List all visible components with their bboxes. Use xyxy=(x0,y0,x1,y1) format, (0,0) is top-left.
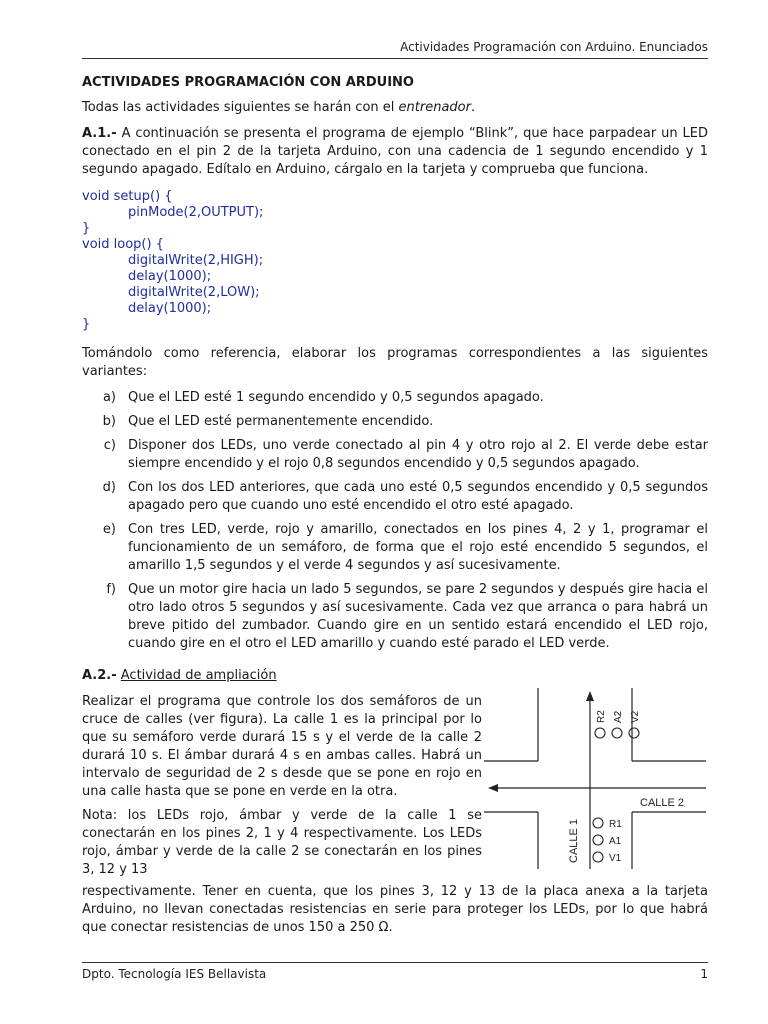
footer-department: Dpto. Tecnología IES Bellavista xyxy=(82,967,267,981)
code-line: pinMode(2,OUTPUT); xyxy=(128,205,264,220)
activity-1-paragraph: A.1.- A continuación se presenta el programa de ejemplo “Blink”, que hace parpadear un LED conectado en el pin 2 de la tarjeta Arduino, con una cadencia de 1 segundo encendido y 1 segundo apagado. Edítalo en Arduino, cárgalo en la tarjeta y comprueba que funciona. xyxy=(82,126,708,177)
list-item: f) Que un motor gire hacia un lado 5 segundos, se pare 2 segundos y después gire hacia el otro lado otros 5 segundos y así sucesivamente. Cada vez que arranca o para habrá un breve pitido del zumbador. Cuando gire en un sentido estará encendido el LED rojo, cuando gire en el otro el LED amarillo y cuando esté parado el LED verde. xyxy=(106,582,708,651)
light-1-label: R1 xyxy=(609,819,622,830)
light-circle-icon xyxy=(593,818,603,828)
activity-2-block xyxy=(82,693,708,885)
light-circle-icon xyxy=(612,728,622,738)
activity-1-label: A.1.- xyxy=(82,126,117,141)
activity-2-note: Nota: los LEDs rojo, ámbar y verde de la calle 1 se conectarán en los pines 2, 1 y 4 respectivamente. Los LEDs rojo, ámbar y verde de la calle 2 se conectarán en los pines 3, 12 y 13 xyxy=(82,808,482,877)
page-number: 1 xyxy=(700,967,708,981)
page-header xyxy=(82,40,708,59)
street-2-label: CALLE 2 xyxy=(640,797,685,809)
code-line: } xyxy=(82,317,91,332)
header-text: Actividades Programación con Arduino. Enunciados xyxy=(400,40,708,54)
light-circle-icon xyxy=(629,728,639,738)
document-body xyxy=(82,74,708,945)
activity-2-note-end: respectivamente. Tener en cuenta, que los pines 3, 12 y 13 de la placa anexa a la tarjeta Arduino, no llevan conectadas resistencias en serie para proteger los LEDs, por lo que habrá que conectar resistencias de unos 150 a 250 Ω. xyxy=(82,884,708,935)
arrow-head-icon xyxy=(586,691,594,701)
crossroads-figure xyxy=(482,693,708,885)
light-circle-icon xyxy=(593,852,603,862)
light-2-label: V2 xyxy=(630,710,641,723)
code-line: delay(1000); xyxy=(128,301,212,316)
variants-list xyxy=(82,389,708,653)
light-2-label: A2 xyxy=(613,710,624,723)
intro-paragraph: Todas las actividades siguientes se harán con el entrenador. xyxy=(82,100,476,115)
code-line: } xyxy=(82,221,91,236)
code-block xyxy=(82,189,708,333)
list-item: a) Que el LED esté 1 segundo encendido y 0,5 segundos apagado. xyxy=(102,390,544,405)
list-item: e) Con tres LED, verde, rojo y amarillo, conectados en los pines 4, 2 y 1, programar el funcionamiento de un semáforo, de forma que el rojo esté encendido 5 segundos, el amarillo 1,5 segundos y el verde 4 segundos y así sucesivamente. xyxy=(102,522,708,573)
list-item: d) Con los dos LED anteriores, que cada uno esté 0,5 segundos encendido y 0,5 segundos apagado pero que cuando uno esté encendido el otro esté apagado. xyxy=(102,480,708,513)
page-footer xyxy=(82,962,708,981)
light-circle-icon xyxy=(595,728,605,738)
light-1-label: V1 xyxy=(609,853,622,864)
street-1-label: CALLE 1 xyxy=(568,818,580,863)
light-2-label: R2 xyxy=(596,710,607,723)
code-line: digitalWrite(2,LOW); xyxy=(128,285,260,300)
reference-paragraph: Tomándolo como referencia, elaborar los programas correspondientes a las siguientes variantes: xyxy=(82,346,708,379)
activity-2-heading: A.2.- Actividad de ampliación xyxy=(82,668,277,683)
code-line: void setup() { xyxy=(82,189,173,204)
list-item: c) Disponer dos LEDs, uno verde conectado al pin 4 y otro rojo al 2. El verde debe estar siempre encendido y el rojo 0,8 segundos encendido y 0,5 segundos apagado. xyxy=(103,438,708,471)
crossroads-diagram xyxy=(482,685,708,871)
light-1-label: A1 xyxy=(609,836,622,847)
code-line: digitalWrite(2,HIGH); xyxy=(128,253,264,268)
code-line: void loop() { xyxy=(82,237,164,252)
light-circle-icon xyxy=(593,835,603,845)
activity-2-text xyxy=(82,693,482,885)
list-item: b) Que el LED esté permanentemente encendido. xyxy=(102,414,434,429)
activity-2-paragraph: Realizar el programa que controle los dos semáforos de un cruce de calles (ver figura). La calle 1 es la principal por lo que su semáforo verde durará 15 s y el verde de la calle 2 durará 10 s. El ámbar durará 4 s en ambas calles. Habrá un intervalo de seguridad de 2 s desde que se pone en rojo en una calle hasta que se pone en verde en la otra. xyxy=(82,694,482,799)
code-line: delay(1000); xyxy=(128,269,212,284)
arrow-head-icon xyxy=(488,784,498,792)
page-title: ACTIVIDADES PROGRAMACIÓN CON ARDUINO xyxy=(82,75,414,90)
